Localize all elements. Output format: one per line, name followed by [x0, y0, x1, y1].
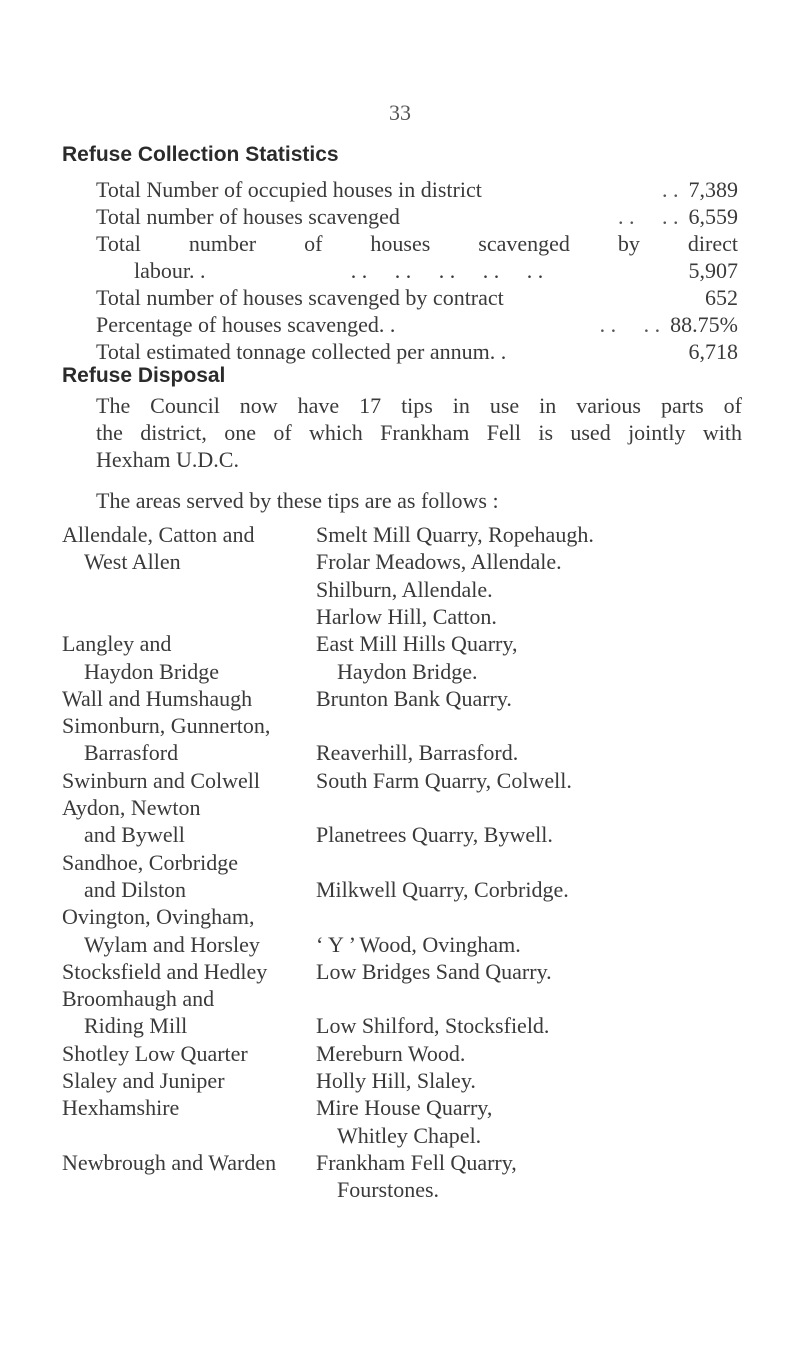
stat-row	[96, 203, 738, 230]
area-name: Hexhamshire	[62, 1095, 180, 1121]
area-name: Broomhaugh and	[62, 986, 215, 1012]
tip-location: Holly Hill, Slaley.	[316, 1068, 476, 1093]
stat-row	[96, 176, 738, 203]
tip-location: Milkwell Quarry, Corbridge.	[316, 876, 569, 902]
area-name: Riding Mill	[84, 1013, 188, 1039]
area-name: Newbrough and Warden	[62, 1149, 277, 1175]
area-name: Wylam and Horsley	[84, 931, 260, 957]
stat-row	[96, 284, 738, 311]
tip-location: Low Shilford, Stocksfield.	[316, 1013, 550, 1039]
area-name: Swinburn and Colwell	[62, 767, 260, 793]
tip-location: Harlow Hill, Catton.	[316, 603, 497, 629]
area-name: Sandhoe, Corbridge	[62, 849, 238, 875]
stat-value: 5,907	[688, 258, 738, 283]
stat-row-continued	[96, 257, 738, 284]
disposal-paragraph	[96, 392, 742, 473]
area-name: Shotley Low Quarter	[62, 1040, 248, 1066]
area-name: Aydon, Newton	[62, 795, 201, 820]
stat-value: 88.75%	[670, 312, 738, 337]
collection-heading: Refuse Collection Statistics	[62, 143, 339, 166]
tip-location: Mereburn Wood.	[316, 1040, 466, 1066]
leader-dots: . . . .	[618, 204, 679, 229]
paragraph-line: Hexham U.D.C.	[96, 447, 239, 472]
tip-location: Frolar Meadows, Allendale.	[316, 549, 562, 575]
tip-location: Whitley Chapel.	[337, 1122, 482, 1148]
area-name: Allendale, Catton and	[62, 522, 255, 547]
tip-location: Planetrees Quarry, Bywell.	[316, 822, 553, 848]
area-name: Wall and Humshaugh	[62, 685, 253, 711]
area-name: and Bywell	[84, 822, 185, 848]
area-name: Barrasford	[84, 740, 179, 766]
tip-location: South Farm Quarry, Colwell.	[316, 767, 572, 793]
tip-location: Reaverhill, Barrasford.	[316, 740, 519, 766]
tip-location: Shilburn, Allendale.	[316, 576, 493, 602]
leader-dots: . . . .	[599, 312, 661, 337]
paragraph-line: the district, one of which Frankham Fell is used jointly with	[96, 420, 742, 445]
area-name: Stocksfield and Hedley	[62, 958, 268, 984]
stat-row	[96, 230, 738, 257]
tip-location: Brunton Bank Quarry.	[316, 685, 512, 711]
tip-location: Smelt Mill Quarry, Ropehaugh.	[316, 522, 594, 547]
tip-location: Mire House Quarry,	[316, 1095, 493, 1121]
tip-location: Fourstones.	[337, 1177, 440, 1203]
paragraph-line: The Council now have 17 tips in use in various parts of	[96, 393, 742, 418]
area-name: Haydon Bridge	[84, 658, 220, 684]
stat-label: labour. .	[134, 258, 206, 283]
stat-label: Total Number of occupied houses in district	[96, 177, 482, 202]
page-number: 33	[389, 100, 411, 125]
stat-label: Total estimated tonnage collected per annum. .	[96, 339, 507, 364]
leader-dots: . .	[662, 177, 679, 202]
area-name: Slaley and Juniper	[62, 1068, 225, 1093]
area-name: West Allen	[84, 549, 181, 575]
areas-intro: The areas served by these tips are as follows :	[96, 488, 499, 513]
stat-value: 6,718	[688, 339, 738, 364]
tip-location: Low Bridges Sand Quarry.	[316, 958, 552, 984]
area-name: Ovington, Ovingham,	[62, 904, 255, 930]
area-name: and Dilston	[84, 876, 187, 902]
stat-label: Total number of houses scavenged	[96, 204, 400, 229]
stat-value: 7,389	[688, 177, 738, 202]
tip-location: Haydon Bridge.	[337, 658, 478, 684]
area-name: Langley and	[62, 631, 172, 657]
collection-statistics-table	[96, 176, 738, 365]
tip-location: ‘ Y ’ Wood, Ovingham.	[316, 931, 521, 957]
tip-location: Frankham Fell Quarry,	[316, 1149, 517, 1175]
stat-row	[96, 338, 738, 365]
stat-label: Total number of houses scavenged by contract	[96, 285, 504, 310]
stat-value: 6,559	[688, 204, 738, 229]
stat-label: Total number of houses scavenged by direct	[96, 231, 738, 256]
stat-row	[96, 311, 738, 338]
stat-value: 652	[705, 285, 738, 310]
stat-label: Percentage of houses scavenged. .	[96, 312, 396, 337]
tip-location: East Mill Hills Quarry,	[316, 631, 518, 657]
area-name: Simonburn, Gunnerton,	[62, 713, 271, 739]
disposal-heading: Refuse Disposal	[62, 364, 226, 387]
leader-dots: . . . . . . . . . .	[350, 258, 544, 283]
